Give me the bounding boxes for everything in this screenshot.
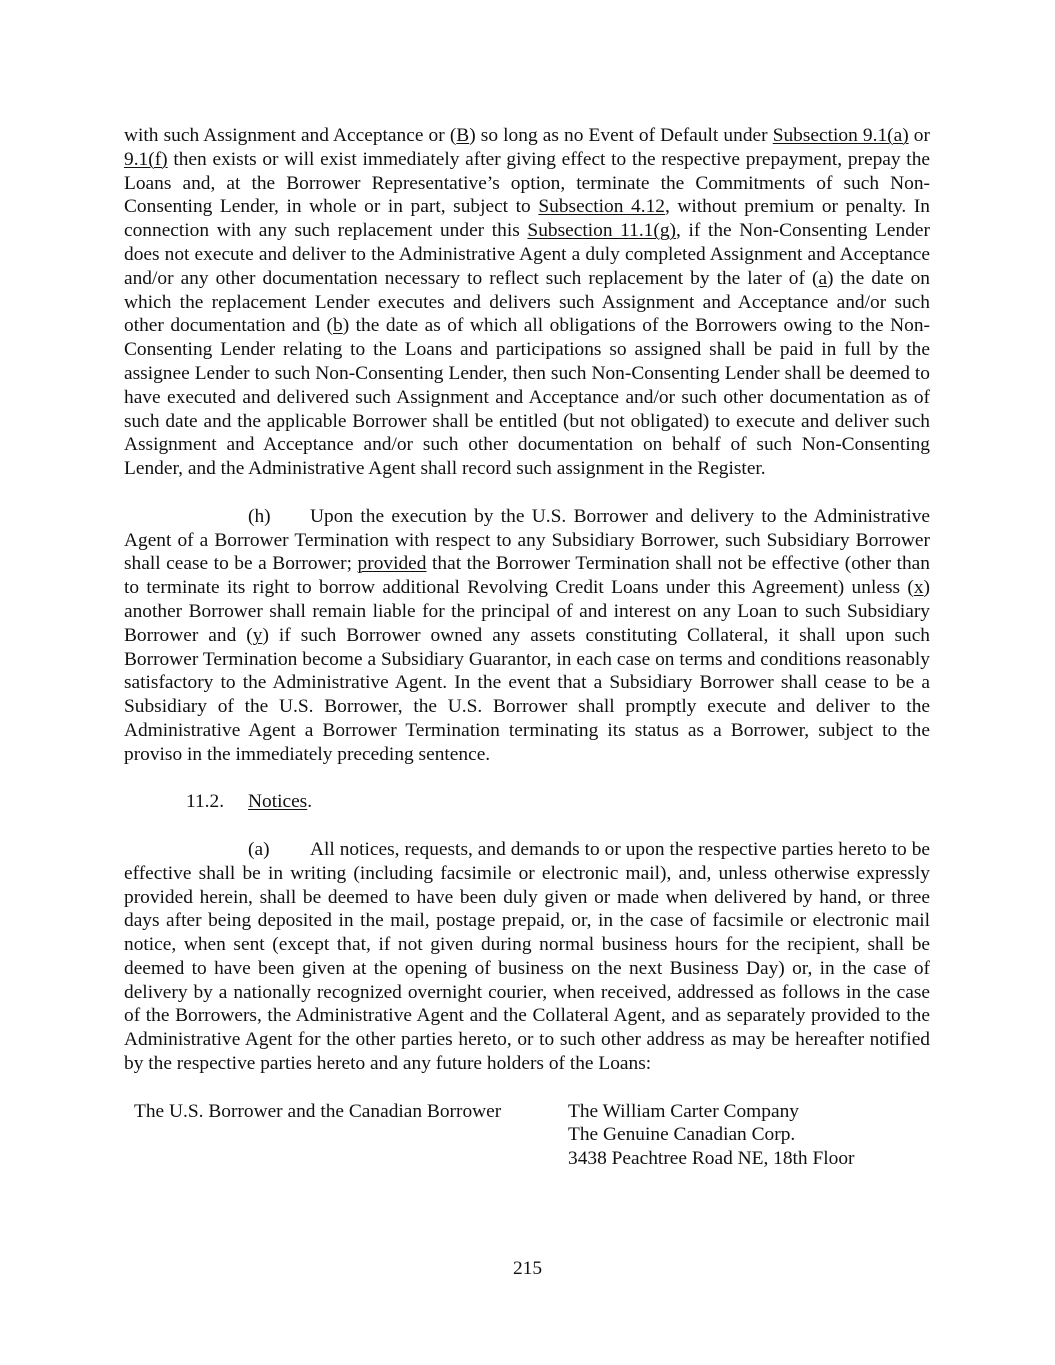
text-run: All notices, requests, and demands to or upon the respective parties hereto to be effective shall be in writing (including facsimile or electronic mail), and, unless otherwise expressly provided herein, shall be deemed to have been duly given or made when delivered by hand, or three days after being deposited in the mail, postage prepaid, or, in the case of facsimile or electronic mail notice, when sent (except that, if not given during normal business hours for the recipient, shall be deemed to have been given at the opening of business on the next Business Day) or, in the case of delivery by a nationally recognized overnight courier, when received, addressed as follows in the case of the Borrowers, the Administrative Agent and the Collateral Agent, and as separately provided to the Administrative Agent for the other parties hereto, or to such other address as may be hereafter notified by the respective parties hereto and any future holders of the Loans: — [124, 838, 930, 1075]
notice-address — [568, 1100, 855, 1171]
subsection-reference: Subsection 11.1(g) — [527, 220, 676, 242]
underlined-clause-ref: B — [456, 125, 470, 146]
text-run: then exists or will exist immediately after giving effect to the respective prepayment, prepay the Loans and, at the Borrower Representative’s option, terminate the Commitments of such Non-Consenting Lender, in whole or in part, subject to — [124, 148, 930, 218]
text-run: , if the Non-Consenting Lender does not execute and deliver to the Administrative Agent a duly completed Assignment and Acceptance and/or any other documentation necessary to reflect such replacement by the later of ( — [124, 220, 930, 289]
section-title: Notices — [248, 791, 308, 813]
text-run: that the Borrower Termination shall not be effective (other than to terminate its right to borrow additional Revolving Credit Loans under this Agreement) unless ( — [124, 553, 930, 599]
address-line: The Genuine Canadian Corp. — [568, 1124, 796, 1146]
address-line: 3438 Peachtree Road NE, 18th Floor — [568, 1148, 855, 1170]
notice-party-name: The U.S. Borrower and the Canadian Borrower — [134, 1100, 502, 1122]
paragraph-spacer — [124, 767, 930, 791]
text-run: , without premium or penalty. In connection with any such replacement under this — [124, 196, 930, 242]
text-run: ) the date as of which all obligations of the Borrowers owing to the Non-Consenting Lender relating to the Loans and participations so assigned shall be paid in full by the assignee Lender to such Non-Consenting Lender, then such Non-Consenting Lender shall be deemed to have executed and delivered such Assignment and Acceptance and/or such other documentation as of such date and the applicable Borrower shall be entitled (but not obligated) to execute and deliver such Assignment and Acceptance and/or such other documentation on behalf of such Non-Consenting Lender, and the Administrative Agent shall record such assignment in the Register. — [124, 315, 931, 480]
text-run: ) another Borrower shall remain liable for the principal of and interest on any Loan to such Subsidiary Borrower and ( — [124, 577, 930, 646]
page-number: 215 — [512, 1258, 543, 1279]
text-run: ) so long as no Event of Default under — [469, 125, 773, 146]
text-run: with such Assignment and Acceptance or ( — [124, 125, 457, 146]
text-run: or — [908, 125, 930, 146]
underlined-clause-ref: b — [333, 315, 343, 337]
underlined-clause-ref: a — [818, 267, 828, 289]
document-page — [124, 124, 930, 1171]
subsection-reference: Subsection 4.12 — [538, 196, 665, 218]
underlined-clause-ref: y — [252, 624, 263, 646]
paragraph-spacer — [124, 1076, 930, 1100]
section-number: 11.2. — [186, 791, 225, 813]
text-run: Upon the execution by the U.S. Borrower and delivery to the Administrative Agent of a Borrower Termination with respect to any Subsidiary Borrower, such Subsidiary Borrower shall cease to be a Borrower; — [124, 505, 930, 575]
paragraph-h-borrower-termination — [124, 505, 930, 767]
paragraph-spacer — [124, 481, 930, 505]
clause-label: (h) — [248, 505, 271, 527]
section-heading-notices — [124, 790, 930, 814]
paragraph-spacer — [124, 814, 930, 838]
paragraph-assignment-replacement — [124, 124, 930, 481]
underlined-clause-ref: x — [913, 577, 924, 599]
text-run: ) if such Borrower owned any assets constituting Collateral, it shall upon such Borrower Termination become a Subsidiary Guarantor, in each case on terms and conditions reasonably satisfactory to the Administrative Agent. In the event that a Subsidiary Borrower shall cease to be a Subsidiary of the U.S. Borrower, the U.S. Borrower shall promptly execute and deliver to the Administrative Agent a Borrower Termination terminating its status as a Borrower, subject to the proviso in the immediately preceding sentence. — [124, 624, 930, 765]
subsection-reference: 9.1(f) — [124, 148, 168, 170]
notice-address-block — [124, 1100, 930, 1171]
clause-label: (a) — [248, 838, 270, 860]
underlined-term: provided — [357, 553, 427, 575]
address-line: The William Carter Company — [568, 1100, 799, 1122]
paragraph-a-notices — [124, 838, 930, 1076]
section-title-period: . — [307, 791, 313, 813]
text-run: ) the date on which the replacement Lender executes and delivers such Assignment and Acceptance and/or such other documentation and ( — [124, 267, 930, 337]
subsection-reference: Subsection 9.1(a) — [772, 125, 909, 146]
